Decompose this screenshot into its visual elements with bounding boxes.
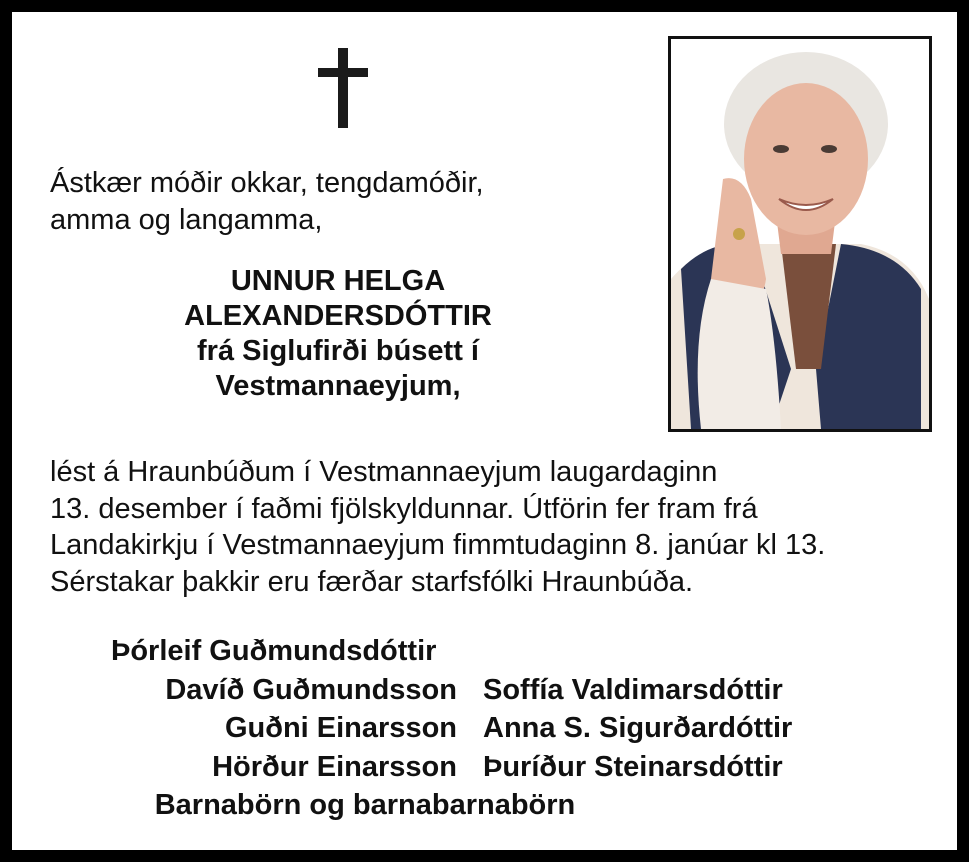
family-member: Þórleif Guðmundsdóttir <box>111 635 437 667</box>
intro-line: Ástkær móðir okkar, tengdamóðir, <box>50 167 484 199</box>
announcement-line: 13. desember í faðmi fjölskyldunnar. Útförin fer fram frá <box>50 492 758 525</box>
deceased-surname: ALEXANDERSDÓTTIR <box>184 300 492 332</box>
announcement-text <box>50 454 825 600</box>
family-member-spouse: Þuríður Steinarsdóttir <box>483 750 783 783</box>
family-member-spouse: Anna S. Sigurðardóttir <box>483 712 793 744</box>
announcement-line: lést á Hraunbúðum í Vestmannaeyjum laugardaginn <box>50 456 718 488</box>
family-member: Davíð Guðmundsson <box>165 673 457 706</box>
announcement-line: Sérstakar þakkir eru færðar starfsfólki Hraunbúða. <box>50 565 694 598</box>
deceased-residence: Vestmannaeyjum, <box>215 370 461 402</box>
family-closing: Barnabörn og barnabarnabörn <box>154 789 576 821</box>
family-member: Hörður Einarsson <box>212 750 457 783</box>
family-row <box>12 632 957 671</box>
family-row <box>12 671 957 710</box>
family-row <box>12 709 957 748</box>
deceased-first-name: UNNUR HELGA <box>230 265 446 297</box>
family-row <box>12 748 957 787</box>
portrait-photo <box>668 36 932 432</box>
deceased-name-block <box>88 264 588 404</box>
cross-icon <box>318 48 368 128</box>
family-member: Guðni Einarsson <box>224 712 457 744</box>
announcement-line: Landakirkju í Vestmannaeyjum fimmtudaginn 8. janúar kl 13. <box>50 529 826 561</box>
deceased-origin: frá Siglufirði búsett í <box>197 335 479 367</box>
intro-line: amma og langamma, <box>50 204 323 236</box>
obituary-notice <box>12 12 957 850</box>
intro-text <box>50 165 484 239</box>
family-row <box>12 786 957 825</box>
family-signatures <box>12 632 957 825</box>
family-member-spouse: Soffía Valdimarsdóttir <box>483 673 783 706</box>
